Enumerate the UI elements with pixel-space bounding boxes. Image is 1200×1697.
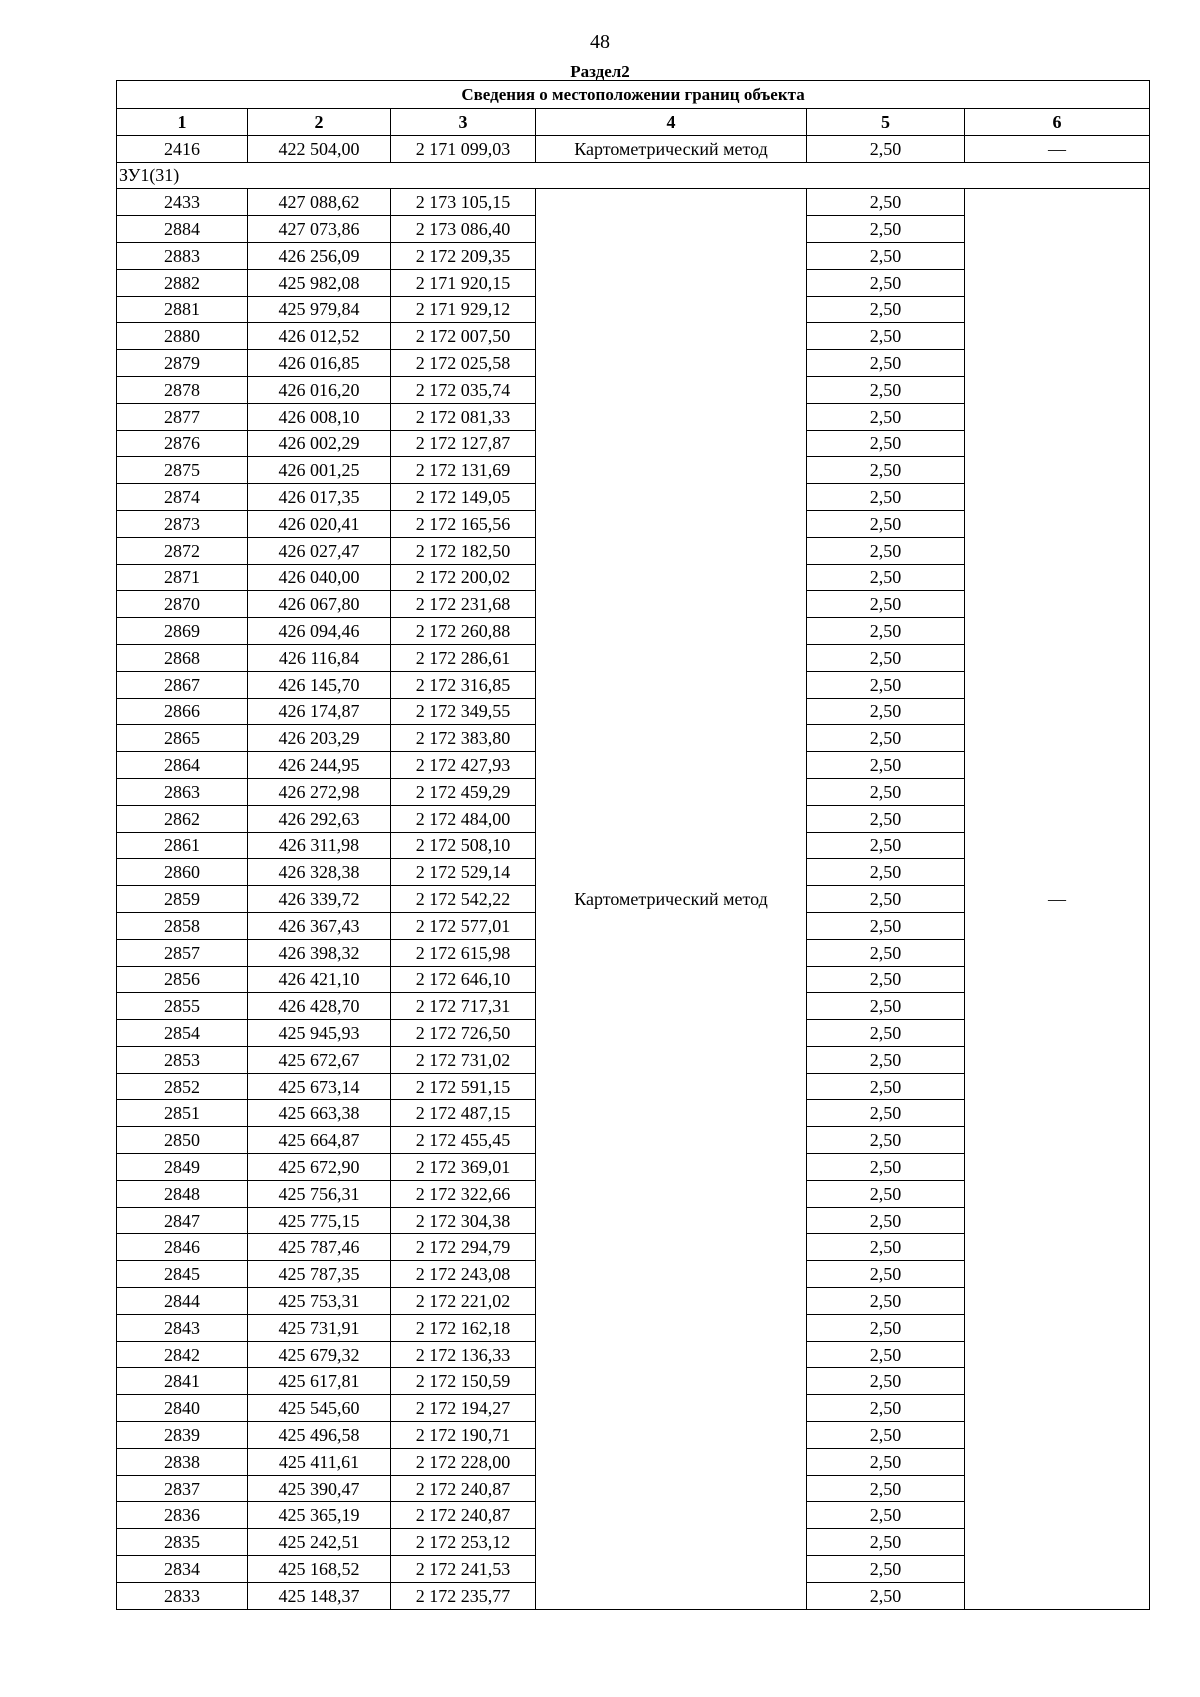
point-number-cell: 2848: [117, 1180, 248, 1207]
x-coordinate-cell: 425 242,51: [248, 1529, 391, 1556]
x-coordinate-cell: 426 256,09: [248, 242, 391, 269]
point-number-cell: 2835: [117, 1529, 248, 1556]
x-coordinate-cell: 425 945,93: [248, 1020, 391, 1047]
table-row: [117, 189, 1150, 216]
point-number-cell: 2867: [117, 671, 248, 698]
accuracy-cell: 2,50: [807, 1261, 965, 1288]
y-coordinate-cell: 2 172 150,59: [391, 1368, 536, 1395]
point-number-cell: 2884: [117, 216, 248, 243]
x-coordinate-cell: 425 496,58: [248, 1422, 391, 1449]
table-body: [117, 135, 1150, 1609]
y-coordinate-cell: 2 172 194,27: [391, 1395, 536, 1422]
y-coordinate-cell: 2 172 294,79: [391, 1234, 536, 1261]
column-header: 4: [536, 109, 807, 136]
x-coordinate-cell: 426 328,38: [248, 859, 391, 886]
column-header: 3: [391, 109, 536, 136]
point-number-cell: 2853: [117, 1046, 248, 1073]
x-coordinate-cell: 425 673,14: [248, 1073, 391, 1100]
accuracy-cell: 2,50: [807, 912, 965, 939]
point-number-cell: 2837: [117, 1475, 248, 1502]
y-coordinate-cell: 2 173 086,40: [391, 216, 536, 243]
accuracy-cell: 2,50: [807, 1556, 965, 1583]
point-number-cell: 2871: [117, 564, 248, 591]
point-number-cell: 2844: [117, 1288, 248, 1315]
x-coordinate-cell: 425 979,84: [248, 296, 391, 323]
point-number-cell: 2882: [117, 269, 248, 296]
accuracy-cell: 2,50: [807, 832, 965, 859]
y-coordinate-cell: 2 172 162,18: [391, 1314, 536, 1341]
x-coordinate-cell: 426 027,47: [248, 537, 391, 564]
x-coordinate-cell: 426 001,25: [248, 457, 391, 484]
y-coordinate-cell: 2 172 136,33: [391, 1341, 536, 1368]
accuracy-cell: 2,50: [807, 752, 965, 779]
point-number-cell: 2876: [117, 430, 248, 457]
y-coordinate-cell: 2 173 105,15: [391, 189, 536, 216]
point-number-cell: 2854: [117, 1020, 248, 1047]
point-number-cell: 2875: [117, 457, 248, 484]
y-coordinate-cell: 2 172 007,50: [391, 323, 536, 350]
y-coordinate-cell: 2 172 228,00: [391, 1448, 536, 1475]
accuracy-cell: 2,50: [807, 698, 965, 725]
point-number-cell: 2880: [117, 323, 248, 350]
accuracy-cell: 2,50: [807, 537, 965, 564]
y-coordinate-cell: 2 172 253,12: [391, 1529, 536, 1556]
point-number-cell: 2847: [117, 1207, 248, 1234]
x-coordinate-cell: 426 421,10: [248, 966, 391, 993]
point-number-cell: 2851: [117, 1100, 248, 1127]
accuracy-cell: 2,50: [807, 510, 965, 537]
accuracy-cell: 2,50: [807, 966, 965, 993]
method-cell: Картометрический метод: [536, 189, 807, 1609]
x-coordinate-cell: 426 174,87: [248, 698, 391, 725]
point-number-cell: 2841: [117, 1368, 248, 1395]
accuracy-cell: 2,50: [807, 1475, 965, 1502]
y-coordinate-cell: 2 172 304,38: [391, 1207, 536, 1234]
y-coordinate-cell: 2 172 542,22: [391, 886, 536, 913]
x-coordinate-cell: 425 365,19: [248, 1502, 391, 1529]
accuracy-cell: 2,50: [807, 725, 965, 752]
column-header: 2: [248, 109, 391, 136]
accuracy-cell: 2,50: [807, 216, 965, 243]
accuracy-cell: 2,50: [807, 886, 965, 913]
accuracy-cell: 2,50: [807, 671, 965, 698]
table-caption: Сведения о местоположении границ объекта: [117, 81, 1150, 109]
x-coordinate-cell: 426 339,72: [248, 886, 391, 913]
y-coordinate-cell: 2 172 243,08: [391, 1261, 536, 1288]
point-number-cell: 2842: [117, 1341, 248, 1368]
point-number-cell: 2877: [117, 403, 248, 430]
y-coordinate-cell: 2 172 383,80: [391, 725, 536, 752]
column-header: 1: [117, 109, 248, 136]
point-number-cell: 2840: [117, 1395, 248, 1422]
point-number-cell: 2836: [117, 1502, 248, 1529]
accuracy-cell: 2,50: [807, 939, 965, 966]
y-coordinate-cell: 2 172 577,01: [391, 912, 536, 939]
accuracy-cell: 2,50: [807, 1395, 965, 1422]
y-coordinate-cell: 2 172 221,02: [391, 1288, 536, 1315]
accuracy-cell: 2,50: [807, 564, 965, 591]
y-coordinate-cell: 2 172 035,74: [391, 376, 536, 403]
x-coordinate-cell: 425 663,38: [248, 1100, 391, 1127]
point-number-cell: 2838: [117, 1448, 248, 1475]
point-number-cell: 2873: [117, 510, 248, 537]
accuracy-cell: 2,50: [807, 644, 965, 671]
accuracy-cell: 2,50: [807, 1073, 965, 1100]
accuracy-cell: 2,50: [807, 189, 965, 216]
x-coordinate-cell: 425 787,46: [248, 1234, 391, 1261]
y-coordinate-cell: 2 172 487,15: [391, 1100, 536, 1127]
accuracy-cell: 2,50: [807, 323, 965, 350]
point-number-cell: 2872: [117, 537, 248, 564]
accuracy-cell: 2,50: [807, 269, 965, 296]
accuracy-cell: 2,50: [807, 778, 965, 805]
y-coordinate-cell: 2 172 717,31: [391, 993, 536, 1020]
point-number-cell: 2881: [117, 296, 248, 323]
point-number-cell: 2878: [117, 376, 248, 403]
point-number-cell: 2883: [117, 242, 248, 269]
x-coordinate-cell: 426 002,29: [248, 430, 391, 457]
accuracy-cell: 2,50: [807, 1020, 965, 1047]
y-coordinate-cell: 2 172 182,50: [391, 537, 536, 564]
x-coordinate-cell: 426 008,10: [248, 403, 391, 430]
x-coordinate-cell: 426 094,46: [248, 618, 391, 645]
x-coordinate-cell: 425 148,37: [248, 1582, 391, 1609]
point-number-cell: 2874: [117, 484, 248, 511]
accuracy-cell: 2,50: [807, 859, 965, 886]
y-coordinate-cell: 2 172 484,00: [391, 805, 536, 832]
x-coordinate-cell: 426 367,43: [248, 912, 391, 939]
y-coordinate-cell: 2 172 646,10: [391, 966, 536, 993]
accuracy-cell: 2,50: [807, 376, 965, 403]
point-number-cell: 2834: [117, 1556, 248, 1583]
accuracy-cell: 2,50: [807, 484, 965, 511]
x-coordinate-cell: 426 428,70: [248, 993, 391, 1020]
x-coordinate-cell: 425 775,15: [248, 1207, 391, 1234]
accuracy-cell: 2,50: [807, 1502, 965, 1529]
point-number-cell: 2852: [117, 1073, 248, 1100]
point-number-cell: 2845: [117, 1261, 248, 1288]
accuracy-cell: 2,50: [807, 805, 965, 832]
point-number-cell: 2863: [117, 778, 248, 805]
point-number-cell: 2860: [117, 859, 248, 886]
point-number-cell: 2866: [117, 698, 248, 725]
accuracy-cell: 2,50: [807, 1154, 965, 1181]
y-coordinate-cell: 2 172 241,53: [391, 1556, 536, 1583]
point-number-cell: 2855: [117, 993, 248, 1020]
y-coordinate-cell: 2 172 240,87: [391, 1502, 536, 1529]
description-cell: —: [965, 135, 1150, 162]
y-coordinate-cell: 2 172 240,87: [391, 1475, 536, 1502]
point-number-cell: 2859: [117, 886, 248, 913]
x-coordinate-cell: 426 145,70: [248, 671, 391, 698]
y-coordinate-cell: 2 172 591,15: [391, 1073, 536, 1100]
accuracy-cell: 2,50: [807, 430, 965, 457]
accuracy-cell: 2,50: [807, 1529, 965, 1556]
point-number-cell: 2862: [117, 805, 248, 832]
x-coordinate-cell: 426 067,80: [248, 591, 391, 618]
x-coordinate-cell: 425 390,47: [248, 1475, 391, 1502]
group-label: ЗУ1(31): [117, 162, 1150, 189]
column-header-row: [117, 109, 1150, 136]
accuracy-cell: 2,50: [807, 1314, 965, 1341]
x-coordinate-cell: 425 753,31: [248, 1288, 391, 1315]
point-number-cell: 2869: [117, 618, 248, 645]
point-number-cell: 2416: [117, 135, 248, 162]
x-coordinate-cell: 426 203,29: [248, 725, 391, 752]
x-coordinate-cell: 426 012,52: [248, 323, 391, 350]
x-coordinate-cell: 426 016,20: [248, 376, 391, 403]
y-coordinate-cell: 2 171 929,12: [391, 296, 536, 323]
point-number-cell: 2843: [117, 1314, 248, 1341]
y-coordinate-cell: 2 172 260,88: [391, 618, 536, 645]
point-number-cell: 2857: [117, 939, 248, 966]
y-coordinate-cell: 2 172 190,71: [391, 1422, 536, 1449]
x-coordinate-cell: 425 411,61: [248, 1448, 391, 1475]
table-row: [117, 135, 1150, 162]
y-coordinate-cell: 2 172 731,02: [391, 1046, 536, 1073]
x-coordinate-cell: 426 017,35: [248, 484, 391, 511]
accuracy-cell: 2,50: [807, 1180, 965, 1207]
x-coordinate-cell: 425 545,60: [248, 1395, 391, 1422]
x-coordinate-cell: 426 272,98: [248, 778, 391, 805]
accuracy-cell: 2,50: [807, 1582, 965, 1609]
y-coordinate-cell: 2 172 200,02: [391, 564, 536, 591]
table-caption-row: [117, 81, 1150, 109]
y-coordinate-cell: 2 172 316,85: [391, 671, 536, 698]
y-coordinate-cell: 2 172 349,55: [391, 698, 536, 725]
point-number-cell: 2846: [117, 1234, 248, 1261]
y-coordinate-cell: 2 172 459,29: [391, 778, 536, 805]
accuracy-cell: 2,50: [807, 1127, 965, 1154]
y-coordinate-cell: 2 171 920,15: [391, 269, 536, 296]
y-coordinate-cell: 2 172 322,66: [391, 1180, 536, 1207]
x-coordinate-cell: 426 398,32: [248, 939, 391, 966]
point-number-cell: 2868: [117, 644, 248, 671]
accuracy-cell: 2,50: [807, 1448, 965, 1475]
y-coordinate-cell: 2 172 427,93: [391, 752, 536, 779]
accuracy-cell: 2,50: [807, 1368, 965, 1395]
accuracy-cell: 2,50: [807, 1046, 965, 1073]
description-cell: —: [965, 189, 1150, 1609]
x-coordinate-cell: 427 088,62: [248, 189, 391, 216]
y-coordinate-cell: 2 171 099,03: [391, 135, 536, 162]
x-coordinate-cell: 422 504,00: [248, 135, 391, 162]
point-number-cell: 2864: [117, 752, 248, 779]
column-header: 6: [965, 109, 1150, 136]
x-coordinate-cell: 425 679,32: [248, 1341, 391, 1368]
point-number-cell: 2839: [117, 1422, 248, 1449]
x-coordinate-cell: 426 244,95: [248, 752, 391, 779]
y-coordinate-cell: 2 172 615,98: [391, 939, 536, 966]
accuracy-cell: 2,50: [807, 403, 965, 430]
group-row: [117, 162, 1150, 189]
y-coordinate-cell: 2 172 508,10: [391, 832, 536, 859]
point-number-cell: 2833: [117, 1582, 248, 1609]
y-coordinate-cell: 2 172 209,35: [391, 242, 536, 269]
section-title: Раздел2: [570, 62, 630, 81]
x-coordinate-cell: 426 311,98: [248, 832, 391, 859]
accuracy-cell: 2,50: [807, 618, 965, 645]
point-number-cell: 2858: [117, 912, 248, 939]
point-number-cell: 2850: [117, 1127, 248, 1154]
y-coordinate-cell: 2 172 369,01: [391, 1154, 536, 1181]
point-number-cell: 2433: [117, 189, 248, 216]
accuracy-cell: 2,50: [807, 993, 965, 1020]
x-coordinate-cell: 425 672,67: [248, 1046, 391, 1073]
accuracy-cell: 2,50: [807, 591, 965, 618]
method-cell: Картометрический метод: [536, 135, 807, 162]
point-number-cell: 2879: [117, 350, 248, 377]
x-coordinate-cell: 426 292,63: [248, 805, 391, 832]
x-coordinate-cell: 426 020,41: [248, 510, 391, 537]
x-coordinate-cell: 426 116,84: [248, 644, 391, 671]
accuracy-cell: 2,50: [807, 242, 965, 269]
y-coordinate-cell: 2 172 127,87: [391, 430, 536, 457]
y-coordinate-cell: 2 172 025,58: [391, 350, 536, 377]
accuracy-cell: 2,50: [807, 1341, 965, 1368]
x-coordinate-cell: 426 040,00: [248, 564, 391, 591]
x-coordinate-cell: 425 982,08: [248, 269, 391, 296]
y-coordinate-cell: 2 172 286,61: [391, 644, 536, 671]
page-number: 48: [590, 31, 610, 53]
accuracy-cell: 2,50: [807, 457, 965, 484]
point-number-cell: 2849: [117, 1154, 248, 1181]
x-coordinate-cell: 425 664,87: [248, 1127, 391, 1154]
y-coordinate-cell: 2 172 726,50: [391, 1020, 536, 1047]
accuracy-cell: 2,50: [807, 1234, 965, 1261]
accuracy-cell: 2,50: [807, 1207, 965, 1234]
x-coordinate-cell: 425 168,52: [248, 1556, 391, 1583]
y-coordinate-cell: 2 172 231,68: [391, 591, 536, 618]
x-coordinate-cell: 425 787,35: [248, 1261, 391, 1288]
accuracy-cell: 2,50: [807, 350, 965, 377]
x-coordinate-cell: 425 617,81: [248, 1368, 391, 1395]
point-number-cell: 2870: [117, 591, 248, 618]
y-coordinate-cell: 2 172 529,14: [391, 859, 536, 886]
boundary-coordinates-table: [116, 80, 1150, 1610]
x-coordinate-cell: 426 016,85: [248, 350, 391, 377]
column-header: 5: [807, 109, 965, 136]
accuracy-cell: 2,50: [807, 296, 965, 323]
x-coordinate-cell: 425 756,31: [248, 1180, 391, 1207]
y-coordinate-cell: 2 172 131,69: [391, 457, 536, 484]
point-number-cell: 2861: [117, 832, 248, 859]
y-coordinate-cell: 2 172 455,45: [391, 1127, 536, 1154]
y-coordinate-cell: 2 172 149,05: [391, 484, 536, 511]
accuracy-cell: 2,50: [807, 1422, 965, 1449]
y-coordinate-cell: 2 172 081,33: [391, 403, 536, 430]
y-coordinate-cell: 2 172 165,56: [391, 510, 536, 537]
accuracy-cell: 2,50: [807, 135, 965, 162]
x-coordinate-cell: 425 731,91: [248, 1314, 391, 1341]
point-number-cell: 2856: [117, 966, 248, 993]
accuracy-cell: 2,50: [807, 1100, 965, 1127]
x-coordinate-cell: 427 073,86: [248, 216, 391, 243]
y-coordinate-cell: 2 172 235,77: [391, 1582, 536, 1609]
x-coordinate-cell: 425 672,90: [248, 1154, 391, 1181]
accuracy-cell: 2,50: [807, 1288, 965, 1315]
point-number-cell: 2865: [117, 725, 248, 752]
